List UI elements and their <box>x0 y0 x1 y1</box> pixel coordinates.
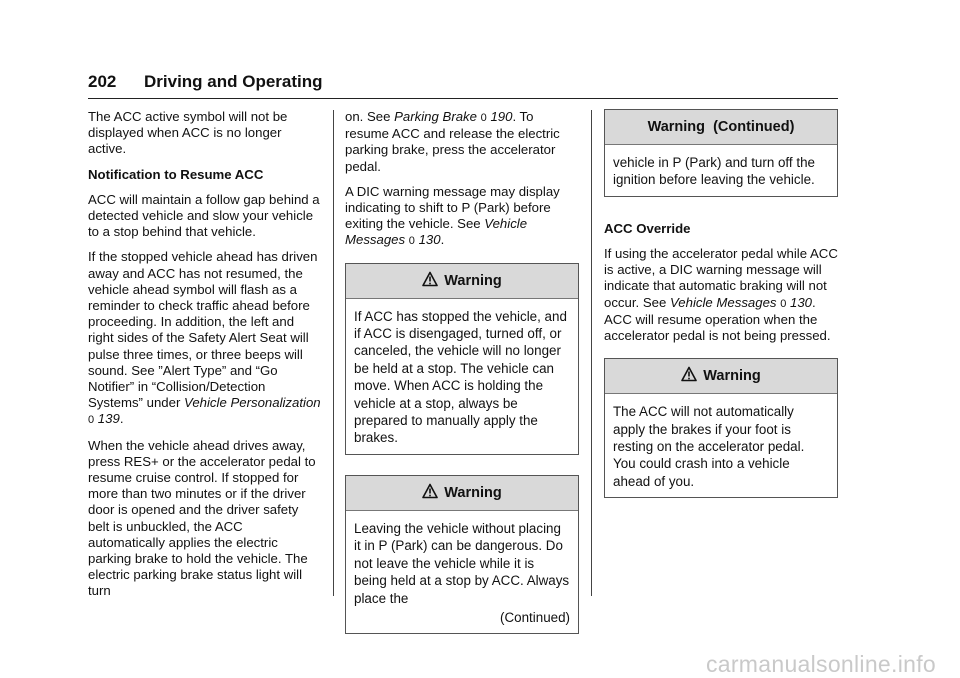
page-ref-number[interactable]: 190 <box>490 109 513 124</box>
warning-triangle-icon <box>422 483 438 503</box>
paragraph-end: . <box>440 232 445 248</box>
warning-triangle-icon <box>681 366 697 386</box>
section-heading: ACC Override <box>604 220 691 236</box>
warning-triangle-icon <box>422 271 438 291</box>
paragraph <box>345 109 579 175</box>
paragraph-end: . ACC will resume operation when the accelerator pedal is not being pressed. <box>604 294 831 344</box>
column-divider-1 <box>333 110 334 596</box>
warning-box <box>604 358 838 498</box>
paragraph-text: If using the accelerator pedal while ACC is active, a DIC warning message will indicate that automatic braking will not occur. See <box>604 246 838 310</box>
page-number: 202 <box>88 72 117 91</box>
warning-body: If ACC has stopped the vehicle, and if ACC is disengaged, turned off, or canceled, the vehicle will no longer be held at a stop. The vehicle can move. When ACC is holding the vehicle at a stop, always be prepared to manually apply the brakes. <box>354 308 567 446</box>
paragraph <box>604 246 838 344</box>
warning-body: The ACC will not automatically apply the brakes if your foot is resting on the accelerator pedal. You could crash into a vehicle ahead of you. <box>613 404 805 489</box>
warning-header: Warning (Continued) <box>605 110 837 145</box>
header-rule <box>88 98 838 99</box>
warning-body-text: Leaving the vehicle without placing it in P (Park) can be dangerous. Do not leave the vehicle while it is being held at a stop by ACC. Always place the <box>354 520 570 606</box>
page-ref-symbol: 0 <box>88 414 95 427</box>
cross-reference-link[interactable]: Parking Brake <box>394 109 477 124</box>
watermark-text: carmanualsonline.info <box>705 651 936 677</box>
paragraph-text: If the stopped vehicle ahead has driven away and ACC has not resumed, the vehicle ahead symbol will flash as a reminder to check traffic ahead before proceeding. In addition, the left and right sides of the Safety Alert Seat will pulse three times, or three beeps will sound. See ”Alert Type” and “Go Notifier” in “Collision/Detection Systems” under <box>88 249 318 411</box>
column-divider-2 <box>591 110 592 596</box>
warning-title: Warning <box>703 368 761 385</box>
column-1 <box>88 109 322 609</box>
paragraph-end: . <box>119 411 124 427</box>
column-3 <box>604 109 838 511</box>
page-ref-number[interactable]: 139 <box>97 411 120 427</box>
page-ref-symbol: 0 <box>408 235 415 248</box>
paragraph: The ACC active symbol will not be displayed when ACC is no longer active. <box>88 109 288 157</box>
page-ref-symbol: 0 <box>780 297 787 310</box>
page-ref-number[interactable]: 130 <box>789 294 812 310</box>
paragraph <box>345 184 579 250</box>
paragraph-text: on. See <box>345 109 391 124</box>
paragraph-text: A DIC warning message may display indicating to shift to P (Park) before exiting the vehicle. See <box>345 183 560 232</box>
column-2 <box>345 109 579 647</box>
page-ref-number[interactable]: 130 <box>418 232 441 248</box>
paragraph: ACC will maintain a follow gap behind a detected vehicle and slow your vehicle to a stop behind that vehicle. <box>88 191 320 240</box>
continued-label: (Continued) <box>500 609 570 625</box>
cross-reference-link[interactable]: Vehicle Messages <box>669 294 777 310</box>
warning-body <box>346 511 578 633</box>
page-title: Driving and Operating <box>144 72 323 91</box>
paragraph <box>88 249 322 428</box>
page-header <box>88 72 838 100</box>
watermark <box>0 651 960 678</box>
warning-header <box>346 264 578 299</box>
warning-body: vehicle in P (Park) and turn off the ignition before leaving the vehicle. <box>613 155 815 188</box>
warning-header <box>605 359 837 394</box>
paragraph-end: . To resume ACC and release the electric parking brake, press the accelerator pedal. <box>345 109 560 174</box>
cross-reference-link[interactable]: Vehicle Messages <box>345 216 528 248</box>
warning-title: Warning <box>444 272 502 289</box>
page-ref-symbol: 0 <box>480 112 487 124</box>
warning-box <box>345 263 579 455</box>
warning-title: Warning <box>444 484 502 501</box>
warning-header <box>346 476 578 511</box>
cross-reference-link[interactable]: Vehicle Personalization <box>184 395 321 411</box>
warning-box <box>345 475 579 634</box>
section-heading: Notification to Resume ACC <box>88 166 264 182</box>
paragraph: When the vehicle ahead drives away, press RES+ or the accelerator pedal to resume cruise control. If stopped for more than two minutes or if the driver door is opened and the driver safety belt is unbuckled, the ACC automatically applies the electric parking brake to hold the vehicle. The electric parking brake status light will turn <box>88 437 316 599</box>
warning-box-continued <box>604 109 838 197</box>
